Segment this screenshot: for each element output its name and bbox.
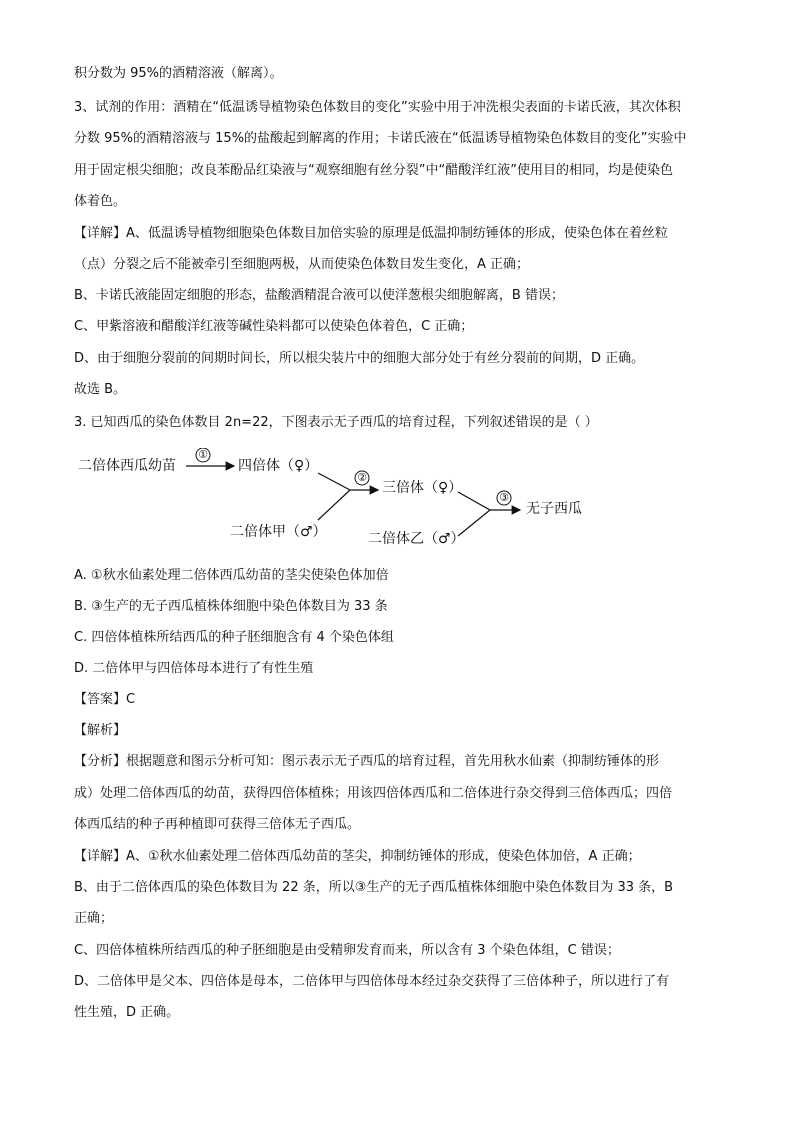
seedless-label: 无子西瓜 <box>526 501 582 517</box>
text-line: 【详解】A、低温诱导植物细胞染色体数目加倍实验的原理是低温抑制纺锤体的形成，使染色体在着丝粒 <box>74 226 668 241</box>
line-triploid <box>458 492 490 510</box>
text-line: 故选 B。 <box>74 382 127 397</box>
step-1-label: ① <box>198 448 208 461</box>
analysis-line: 【分析】根据题意和图示分析可知：图示表示无子西瓜的培育过程，首先用秋水仙素（抑制纺锤体的形 <box>74 754 660 769</box>
line-diploid-a <box>318 490 350 520</box>
text-line: （点）分裂之后不能被牵引至细胞两极，从而使染色体数目发生变化，A 正确； <box>74 257 530 272</box>
tetraploid-label: 四倍体（♀） <box>238 458 319 474</box>
option-c: C. 四倍体植株所结西瓜的种子胚细胞含有 4 个染色体组 <box>74 630 394 645</box>
diploid-a-label: 二倍体甲（♂） <box>230 524 327 540</box>
option-d: D. 二倍体甲与四倍体母本进行了有性生殖 <box>74 661 314 676</box>
text-line: B、卡诺氏液能固定细胞的形态，盐酸酒精混合液可以使洋葱根尖细胞解离，B 错误； <box>74 288 564 303</box>
step-3-label: ③ <box>499 491 509 504</box>
analysis-title: 【解析】 <box>74 723 127 738</box>
seedling-label: 二倍体西瓜幼苗 <box>78 458 176 474</box>
answer: 【答案】C <box>74 692 136 707</box>
analysis-line: 【详解】A、①秋水仙素处理二倍体西瓜幼苗的茎尖，抑制纺锤体的形成，使染色体加倍，A 正确； <box>74 849 641 864</box>
text-line: 用于固定根尖细胞；改良苯酚品红染液与“观察细胞有丝分裂”中“醋酸洋红液”使用目的相同，均是使染色 <box>74 163 673 178</box>
line-tetraploid <box>318 473 350 490</box>
analysis-line: C、四倍体植株所结西瓜的种子胚细胞是由受精卵发育而来，所以含有 3 个染色体组，C 错误； <box>74 943 620 958</box>
text-line: 分数 95%的酒精溶液与 15%的盐酸起到解离的作用；卡诺氏液在“低温诱导植物染色体数目的变化”实验中 <box>74 131 687 146</box>
diploid-b-label: 二倍体乙（♂） <box>368 531 465 547</box>
text-line: D、由于细胞分裂前的间期时间长，所以根尖装片中的细胞大部分处于有丝分裂前的间期，D 正确。 <box>74 351 645 366</box>
analysis-line: 体西瓜结的种子再种植即可获得三倍体无子西瓜。 <box>74 817 361 832</box>
text-line: C、甲紫溶液和醋酸洋红液等碱性染料都可以使染色体着色，C 正确； <box>74 319 474 334</box>
step-2-label: ② <box>357 471 367 484</box>
text-line: 体着色。 <box>74 194 127 209</box>
text-line: 3、试剂的作用：酒精在“低温诱导植物染色体数目的变化”实验中用于冲洗根尖表面的卡诺氏液，其次体积 <box>74 100 681 115</box>
analysis-line: D、二倍体甲是父本、四倍体是母本，二倍体甲与四倍体母本经过杂交获得了三倍体种子，所以进行了有 <box>74 974 670 989</box>
breeding-diagram <box>74 448 634 558</box>
option-b: B. ③生产的无子西瓜植株体细胞中染色体数目为 33 条 <box>74 599 388 614</box>
option-a: A. ①秋水仙素处理二倍体西瓜幼苗的茎尖使染色体加倍 <box>74 568 389 583</box>
question-stem: 3. 已知西瓜的染色体数目 2n=22，下图表示无子西瓜的培育过程，下列叙述错误的是（ ） <box>74 415 598 430</box>
analysis-line: B、由于二倍体西瓜的染色体数目为 22 条，所以③生产的无子西瓜植株体细胞中染色体数目为 33 条，B <box>74 880 674 895</box>
analysis-line: 成）处理二倍体西瓜的幼苗，获得四倍体植株；用该四倍体西瓜和二倍体进行杂交得到三倍体西瓜；四倍 <box>74 786 673 801</box>
analysis-line: 正确； <box>74 911 114 926</box>
analysis-line: 性生殖，D 正确。 <box>74 1005 180 1020</box>
triploid-label: 三倍体（♀） <box>382 480 463 496</box>
text-line: 积分数为 95%的酒精溶液（解离）。 <box>74 66 283 81</box>
